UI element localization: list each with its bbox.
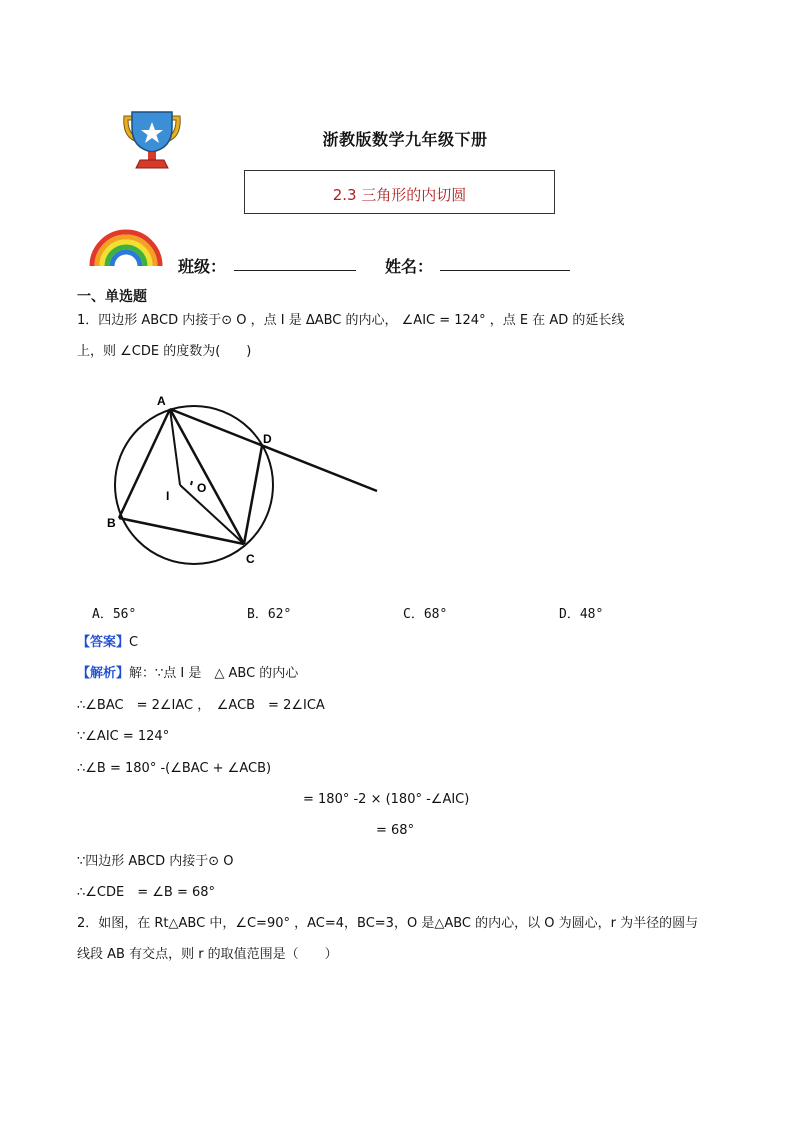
analysis-tag: 【解析】 [77,666,130,681]
segment-ic [180,485,244,544]
q1-analysis-line3: ∵∠AIC = 124° [77,729,170,744]
section-title: 一、单选题 [77,289,147,305]
trophy-icon [118,110,186,172]
q1-analysis-line5: = 180° -2 × (180° -∠AIC) [303,792,470,807]
name-blank-line[interactable] [440,270,570,271]
q1-analysis-line6: = 68° [376,823,415,838]
label-a: A [157,394,166,408]
circle-o [115,406,273,564]
segment-ab [119,409,170,518]
rainbow-icon [88,226,164,268]
q1-analysis-line2: ∴∠BAC = 2∠IAC ， ∠ACB = 2∠ICA [77,698,325,713]
q2-text-line1: 2．如图，在 Rt△ABC 中，∠C=90° ，AC=4，BC=3，O 是△ABC 的内心，以 O 为圆心，r 为半径的圆与 [77,916,699,931]
q1-text-line2: 上，则 ∠CDE 的度数为( ) [77,344,252,359]
q2-text-line2: 线段 AB 有交点，则 r 的取值范围是（ ） [77,947,338,962]
q1-text-line1: 1．四边形 ABCD 内接于⊙ O ，点 I 是 ΔABC 的内心， ∠AIC = 124° ，点 E 在 AD 的延长线 [77,313,625,328]
q1-analysis-line4: ∴∠B = 180° -(∠BAC + ∠ACB) [77,761,272,776]
q1-option-b[interactable]: B．62° [247,607,292,622]
analysis-text: 解：∵点 I 是 △ ABC 的内心 [129,666,299,681]
class-blank-line[interactable] [234,270,356,271]
label-c: C [246,552,255,566]
q1-answer [77,633,138,653]
q1-option-a[interactable]: A．56° [92,607,137,622]
segment-ac [170,409,244,544]
answer-value: C [129,635,139,650]
label-b: B [107,516,116,530]
q1-analysis-line1 [77,664,298,684]
label-i: I [166,489,170,503]
answer-tag: 【答案】 [77,635,130,650]
q1-option-c[interactable]: C．68° [403,607,448,622]
label-d: D [263,432,272,446]
book-title: 浙教版数学九年级下册 [322,130,488,149]
name-label: 姓名： [385,257,434,276]
q1-analysis-line7: ∵四边形 ABCD 内接于⊙ O [77,854,234,869]
class-label: 班级： [178,257,227,276]
label-o: O [197,481,207,495]
q1-geometry-figure [100,388,390,573]
q1-option-d[interactable]: D．48° [559,607,604,622]
lesson-title: 2.3 三角形的内切圆 [332,186,467,204]
q1-analysis-line8: ∴∠CDE = ∠B = 68° [77,885,216,900]
center-mark [191,481,192,485]
